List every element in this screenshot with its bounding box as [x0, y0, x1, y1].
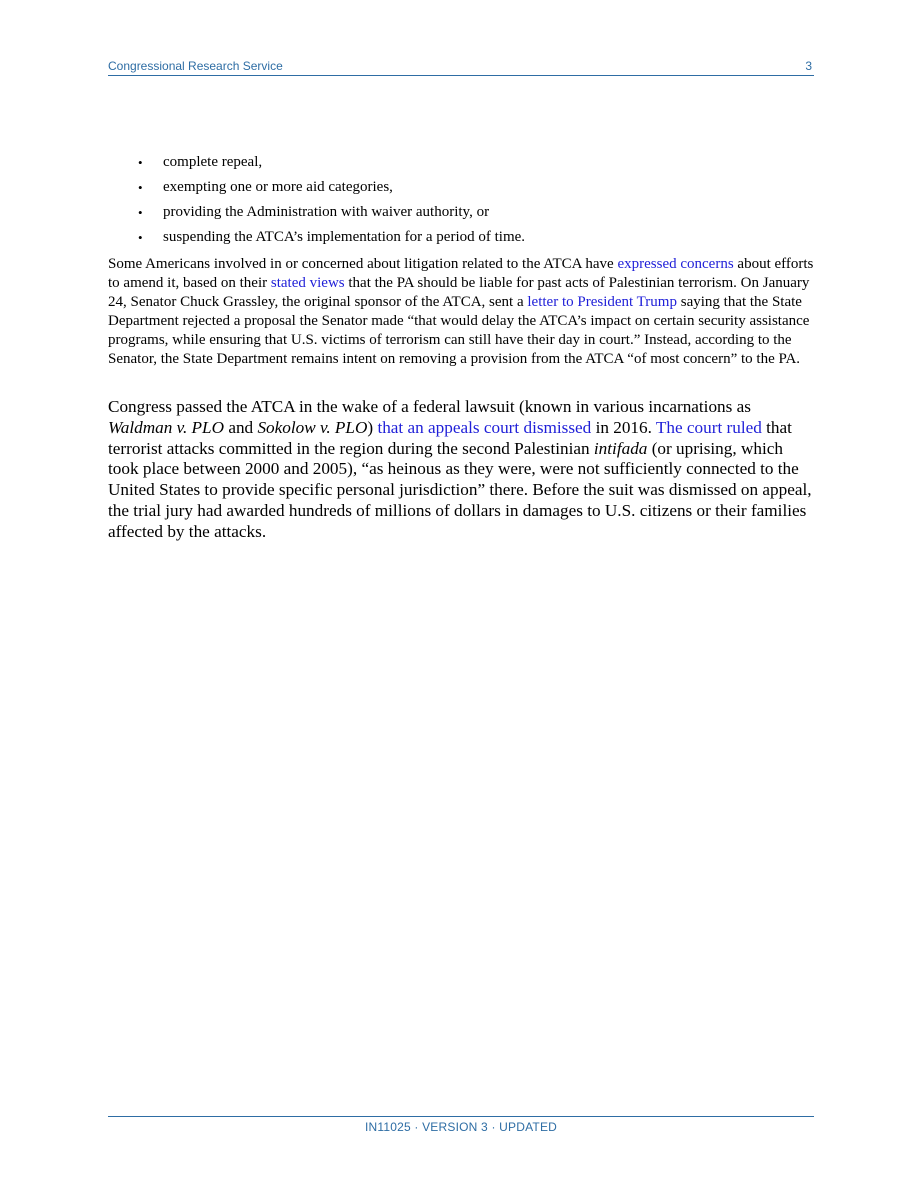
- bullet-icon: •: [138, 155, 143, 170]
- options-list: [108, 150, 814, 250]
- case-name: Sokolow v. PLO: [257, 417, 368, 437]
- paragraph-atca-concerns: Some Americans involved in or concerned about litigation related to the ATCA have expressed concerns about efforts to amend it, based on their stated views that the PA should be liable for past acts of Palestinian terrorism. On January 24, Senator Chuck Grassley, the original sponsor of the ATCA, sent a letter to President Trump saying that the State Department rejected a proposal the Senator made “that would delay the ATCA’s impact on certain security assistance programs, while ensuring that U.S. victims of terrorism can still have their day in court.” Instead, according to the Senator, the State Department remains intent on removing a provision from the ATCA “of most concern” to the PA.: [108, 256, 814, 367]
- header-title: Congressional Research Service: [108, 59, 283, 73]
- page-footer: IN11025 · VERSION 3 · UPDATED: [364, 1120, 558, 1134]
- list-item: • suspending the ATCA’s implementation for a period of time.: [108, 225, 814, 250]
- bullet-icon: •: [138, 230, 143, 245]
- link-court-ruled[interactable]: The court ruled: [655, 417, 762, 437]
- link-stated-views[interactable]: stated views: [270, 275, 345, 291]
- page-number: 3: [805, 59, 812, 73]
- footer-divider: [108, 1116, 814, 1117]
- link-letter-to-president[interactable]: letter to President Trump: [527, 294, 677, 310]
- link-expressed-concerns[interactable]: expressed concerns: [617, 256, 734, 272]
- case-name: Waldman v. PLO: [108, 417, 225, 437]
- paragraph-atca-lawsuit: Congress passed the ATCA in the wake of a federal lawsuit (known in various incarnations as Waldman v. PLO and Sokolow v. PLO) that an appeals court dismissed in 2016. The court ruled that terrorist attacks committed in the region during the second Palestinian intifada (or uprising, which took place between 2000 and 2005), “as heinous as they were, were not sufficiently connected to the United States to provide specific personal jurisdiction” there. Before the suit was dismissed on appeal, the trial jury had awarded hundreds of millions of dollars in damages to U.S. citizens or their families affected by the attacks.: [108, 397, 812, 541]
- bullet-icon: •: [138, 180, 143, 195]
- list-item: • exempting one or more aid categories,: [108, 175, 814, 200]
- page-header: [108, 58, 814, 76]
- list-item: • providing the Administration with waiver authority, or: [108, 200, 814, 225]
- list-item: • complete repeal,: [108, 150, 814, 175]
- bullet-icon: •: [138, 205, 143, 220]
- link-appeals-court-dismissed[interactable]: that an appeals court dismissed: [377, 417, 592, 437]
- term-intifada: intifada: [593, 438, 648, 458]
